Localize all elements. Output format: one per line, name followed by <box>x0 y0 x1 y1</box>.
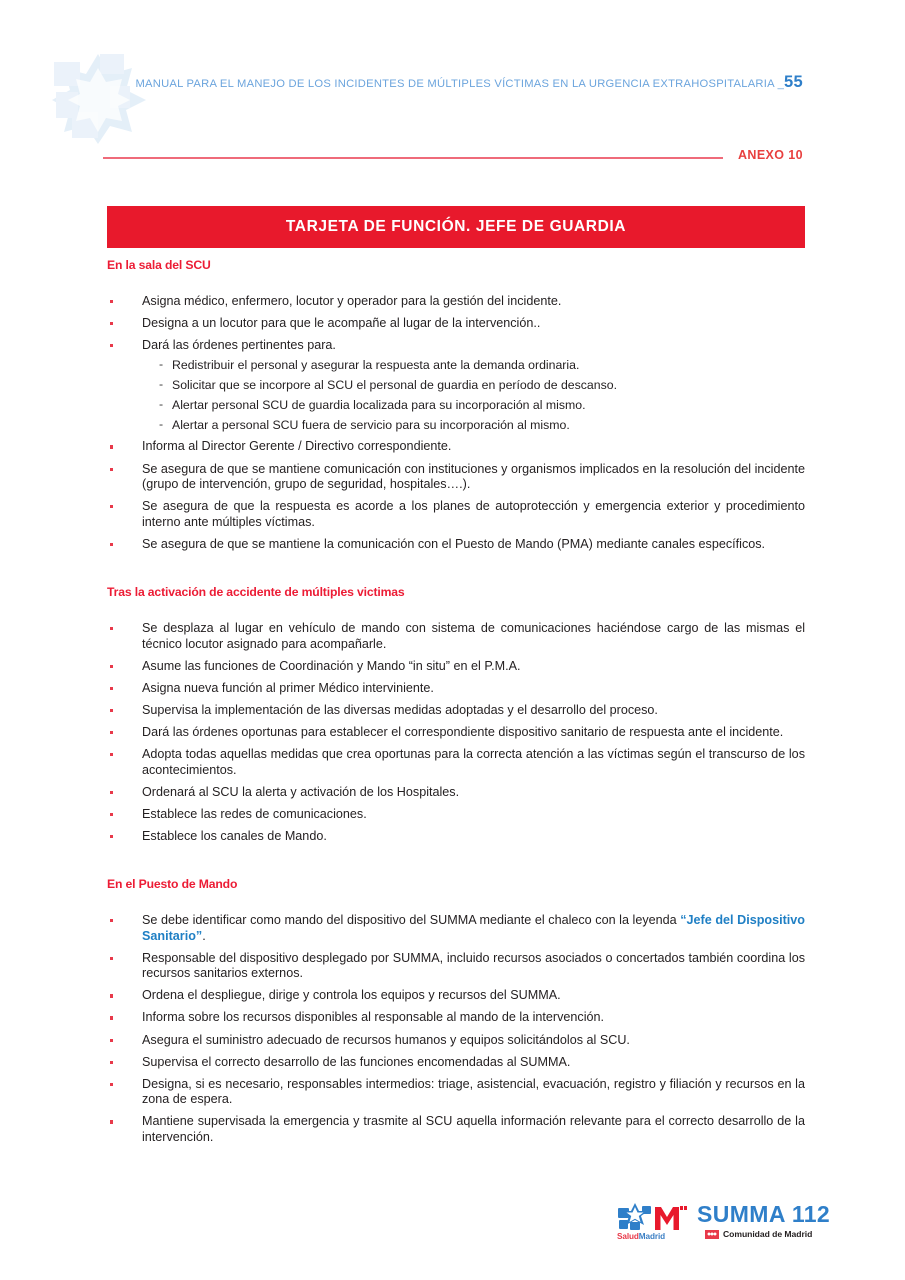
sub-bullet-list <box>142 358 807 433</box>
abstract-star-shape-icon <box>52 52 148 144</box>
page-title: MANUAL PARA EL MANEJO DE LOS INCIDENTES DE MÚLTIPLES VÍCTIMAS EN LA URGENCIA EXTRAHOSPITALARIA _ <box>135 78 785 90</box>
list-item-text-after: . <box>202 928 206 943</box>
list-item <box>107 725 807 741</box>
list-item-text: Asigna nueva función al primer Médico interviniente. <box>142 680 434 695</box>
bullet-list <box>107 621 807 845</box>
list-item <box>107 537 807 553</box>
list-item-text: Supervisa el correcto desarrollo de las funciones encomendadas al SUMMA. <box>142 1054 571 1069</box>
list-item-text: Designa, si es necesario, responsables intermedios: triage, asistencial, evacuación, registro y filiación y recursos en la zona de espera. <box>142 1076 805 1107</box>
list-item <box>107 338 807 433</box>
sub-list-item-text: Alertar a personal SCU fuera de servicio para su incorporación al mismo. <box>172 417 570 432</box>
sub-list-item-text: Solicitar que se incorpore al SCU el personal de guardia en período de descanso. <box>172 377 618 392</box>
list-item <box>107 681 807 697</box>
page-number: 55 <box>784 73 803 91</box>
madrid-text: Madrid <box>638 1232 666 1241</box>
sub-list-item <box>142 418 807 433</box>
highlighted-role-label: “Jefe del Dispositivo Sanitario” <box>142 913 805 943</box>
list-item <box>107 316 807 332</box>
sub-list-item-text: Alertar personal SCU de guardia localizada para su incorporación al mismo. <box>172 397 586 412</box>
list-item <box>107 294 807 310</box>
list-item <box>107 703 807 719</box>
list-item-text: Establece los canales de Mando. <box>142 828 327 843</box>
card-title-banner <box>107 206 805 248</box>
list-item-text: Ordenará al SCU la alerta y activación de los Hospitales. <box>142 784 460 799</box>
bullet-list <box>107 913 807 1146</box>
list-item <box>107 1114 807 1145</box>
footer-logo <box>617 1201 831 1247</box>
list-item <box>107 913 807 944</box>
sub-list-item <box>142 378 807 393</box>
list-item <box>107 951 807 982</box>
card-title-text: TARJETA DE FUNCIÓN. JEFE DE GUARDIA <box>285 218 627 235</box>
salud-madrid-star-m-logo-icon <box>617 1203 689 1233</box>
list-item <box>107 988 807 1004</box>
list-item <box>107 462 807 493</box>
anexo-label: ANEXO 10 <box>737 148 803 162</box>
list-item-text: Establece las redes de comunicaciones. <box>142 806 367 821</box>
list-item-text: Ordena el despliegue, dirige y controla los equipos y recursos del SUMMA. <box>142 988 561 1003</box>
section-en-el-puesto-de-mando <box>107 877 807 1146</box>
salud-text: Salud <box>617 1232 639 1241</box>
salud-madrid-wordmark <box>617 1232 665 1241</box>
section-heading: En el Puesto de Mando <box>107 877 238 891</box>
section-tras-la-activacion <box>107 585 807 845</box>
madrid-flag-icon <box>705 1230 719 1239</box>
list-item <box>107 499 807 530</box>
list-item <box>107 829 807 845</box>
list-item-text: Designa a un locutor para que le acompañe al lugar de la intervención.. <box>142 316 541 331</box>
header-title-row <box>110 73 803 92</box>
list-item-text: Mantiene supervisada la emergencia y trasmite al SCU aquella información relevante para el correcto desarrollo de la intervención. <box>142 1114 805 1145</box>
list-item <box>107 439 807 455</box>
bullet-list <box>107 294 807 552</box>
list-item-text: Dará las órdenes oportunas para establecer el correspondiente dispositivo sanitario de respuesta ante el incidente. <box>142 724 784 739</box>
list-item-text: Asigna médico, enfermero, locutor y operador para la gestión del incidente. <box>142 294 562 308</box>
section-heading: En la sala del SCU <box>107 258 211 272</box>
list-item-text: Asegura el suministro adecuado de recursos humanos y equipos solicitándolos al SCU. <box>142 1032 630 1047</box>
list-item-text: Dará las órdenes pertinentes para. <box>142 338 336 353</box>
sub-list-item-text: Redistribuir el personal y asegurar la respuesta ante la demanda ordinaria. <box>172 357 580 372</box>
list-item <box>107 1055 807 1071</box>
list-item-text: Asume las funciones de Coordinación y Mando “in situ” en el P.M.A. <box>142 658 521 673</box>
section-heading: Tras la activación de accidente de múltiples victimas <box>107 584 405 599</box>
list-item <box>107 1077 807 1108</box>
list-item-text: Se asegura de que se mantiene la comunicación con el Puesto de Mando (PMA) mediante canales específicos. <box>142 536 766 551</box>
list-item <box>107 621 807 652</box>
comunidad-de-madrid-text: Comunidad de Madrid <box>723 1229 813 1239</box>
page-header <box>0 52 905 162</box>
list-item-text: Se desplaza al lugar en vehículo de mando con sistema de comunicaciones haciéndose cargo de las mismas el técnico locutor asignado para acompañarle. <box>142 620 805 651</box>
list-item-text: Informa al Director Gerente / Directivo correspondiente. <box>142 439 452 454</box>
sub-list-item <box>142 398 807 413</box>
card-content <box>107 258 807 1152</box>
summa-112-wordmark: SUMMA 112 <box>697 1201 831 1227</box>
list-item-text: Adopta todas aquellas medidas que crea oportunas para la correcta atención a las víctimas según el transcurso de los acontecimientos. <box>142 747 805 777</box>
list-item <box>107 785 807 801</box>
list-item <box>107 747 807 778</box>
list-item-text: Informa sobre los recursos disponibles al responsable al mando de la intervención. <box>142 1010 605 1025</box>
list-item-text: Responsable del dispositivo desplegado por SUMMA, incluido recursos asociados o concertados también coordina los recursos sanitarios externos. <box>142 950 805 981</box>
list-item-text-before: Se debe identificar como mando del dispositivo del SUMMA mediante el chaleco con la leyenda <box>142 913 681 927</box>
list-item <box>107 1033 807 1049</box>
list-item <box>107 807 807 823</box>
sub-list-item <box>142 358 807 373</box>
section-en-la-sala-del-scu <box>107 258 807 552</box>
list-item-text: Supervisa la implementación de las diversas medidas adoptadas y el desarrollo del proceso. <box>142 702 658 717</box>
list-item <box>107 1010 807 1026</box>
list-item <box>107 659 807 675</box>
list-item-text: Se asegura de que se mantiene comunicación con instituciones y organismos implicados en la resolución del incidente (grupo de intervención, grupo de seguridad, hospitales….). <box>142 461 805 492</box>
comunidad-de-madrid-lockup <box>705 1229 812 1239</box>
list-item-text: Se asegura de que la respuesta es acorde a los planes de autoprotección y emergencia exterior y procedimiento interno ante múltiples víctimas. <box>142 499 805 529</box>
